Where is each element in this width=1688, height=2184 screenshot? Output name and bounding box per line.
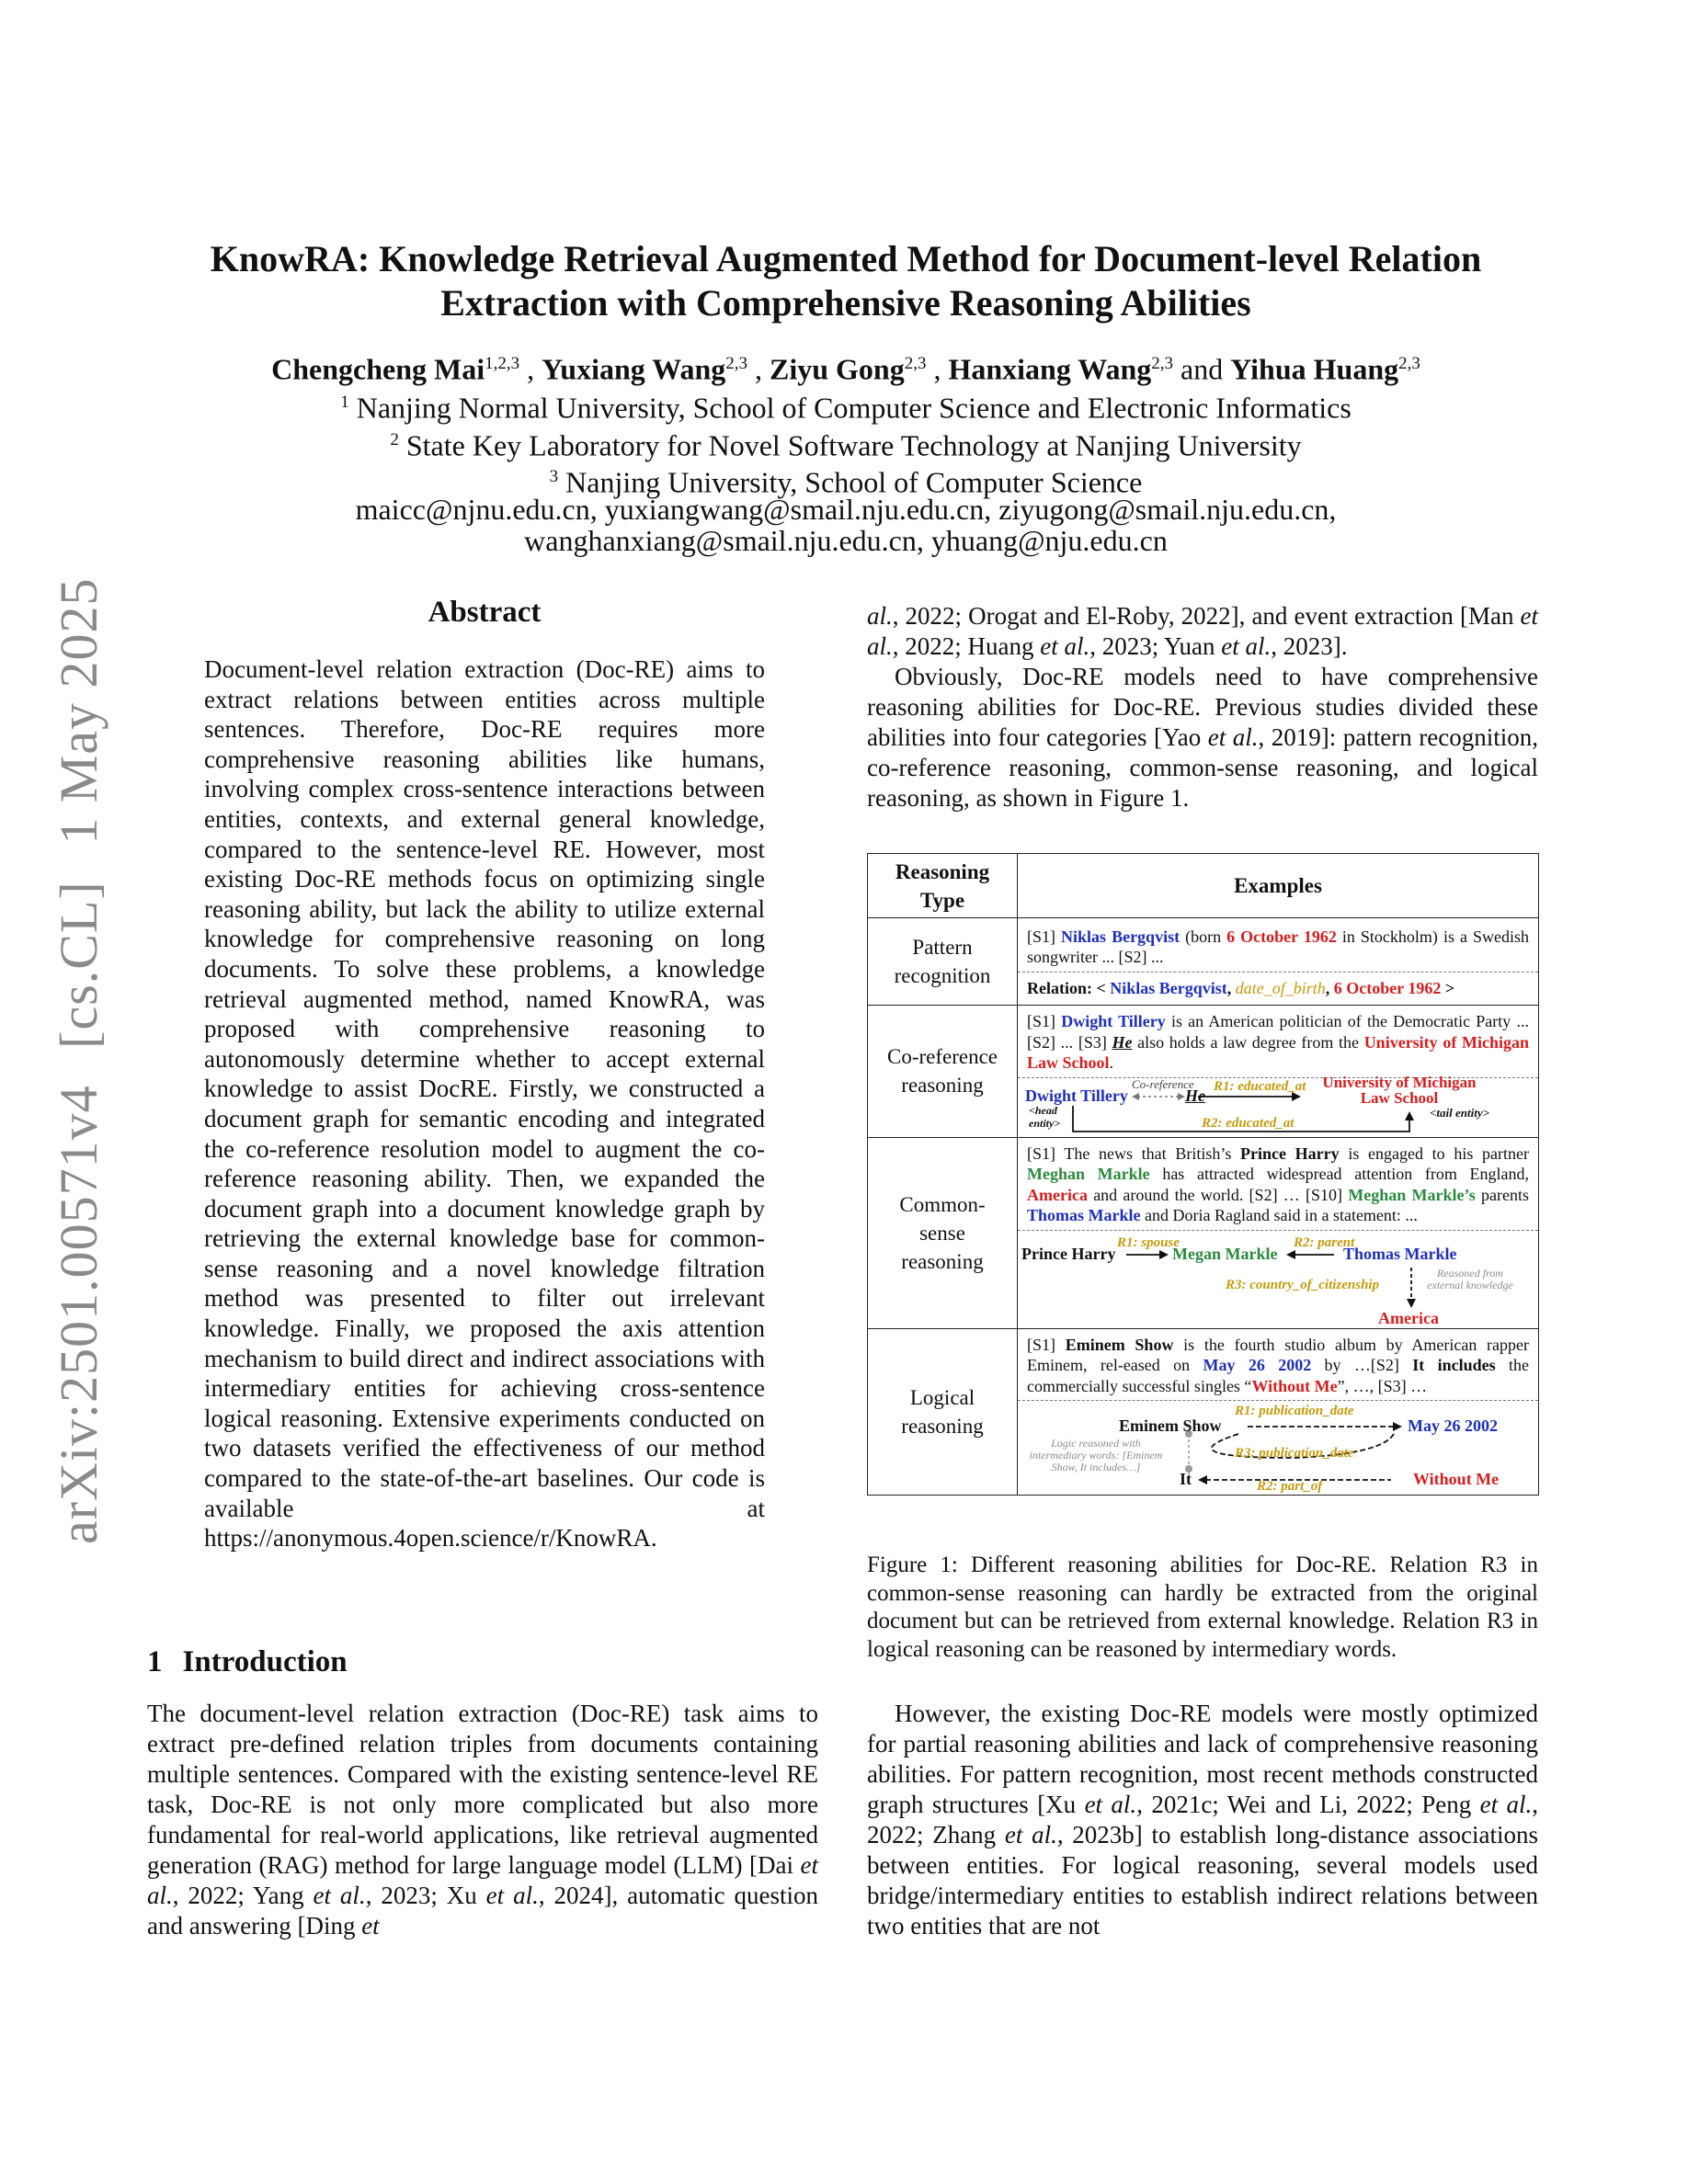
example-cell <box>1018 1006 1539 1138</box>
text-run: , 2023b] to establish long-distance associations between entities. For logical reasoning, several models used bridge/intermediary entities to establish indirect relations between two entities that are not <box>867 1821 1538 1939</box>
type-logical-reasoning <box>868 1328 1018 1496</box>
affiliation-text: State Key Laboratory for Novel Software Technology at Nanjing University <box>405 428 1302 462</box>
text-run: , <box>1226 978 1236 997</box>
header-text: Reasoning <box>895 859 990 883</box>
diagram-r2-label: R2: educated_at <box>1202 1115 1295 1131</box>
example-cell <box>1018 1328 1539 1496</box>
author-name: Yihua Huang <box>1230 352 1399 386</box>
entity-head: Niklas Bergqvist <box>1110 978 1227 997</box>
citation-etal: et al. <box>313 1882 366 1909</box>
coreference-mention: He <box>1112 1032 1133 1052</box>
text-run: [S1] <box>1027 1335 1066 1354</box>
reasoning-table <box>867 853 1539 1496</box>
header-examples: Examples <box>1018 854 1539 918</box>
citation-etal: et al. <box>1221 632 1272 660</box>
diagram-note-line: Show, It includes…] <box>1051 1461 1141 1473</box>
type-text: Co-reference <box>886 1045 998 1069</box>
diagram-head-tag-line: <head <box>1029 1103 1057 1117</box>
table-row <box>868 918 1539 1006</box>
diagram-head-entity: Dwight Tillery <box>1025 1086 1128 1105</box>
paper-title <box>110 237 1581 325</box>
text-run: and around the world. [S2] … [S10] <box>1087 1185 1349 1204</box>
text-run: , 2023; Yuan <box>1089 632 1222 660</box>
diagram-r1-label: R1: spouse <box>1117 1234 1180 1250</box>
abstract-body: Document-level relation extraction (Doc-RE) aims to extract relations between entities across multiple sentences. Therefore, Doc-RE requires more comprehensive reasoning abilities like humans, involving complex cross-sentence interactions between entities, contexts, and external general knowledge, compared to the sentence-level RE. However, most existing Doc-RE methods focus on optimizing single reasoning ability, but lack the ability to utilize external knowledge for comprehensive reasoning on long documents. To solve these problems, a knowledge retrieval augmented method, named KnowRA, was proposed with comprehensive reasoning to autonomously determine whether to accept external knowledge to assist DocRE. Firstly, we constructed a document graph for semantic encoding and integrated the co-reference resolution model to augment the co-reference reasoning ability. Then, we expanded the document graph into a document knowledge graph by retrieving the external knowledge base for common-sense reasoning and a novel knowledge filtration method was presented to filter out irrelevant knowledge. Finally, we proposed the axis attention mechanism to build direct and indirect associations with intermediary entities for achieving cross-sentence logical reasoning. Extensive experiments conducted on two datasets verified the effectiveness of our method compared to the state-of-the-art baselines. Our code is available at https://anonymous.4open.science/r/KnowRA. <box>204 655 765 1553</box>
citation-etal: et al. <box>1084 1791 1137 1818</box>
text-run: ”, …, [S3] … <box>1337 1376 1428 1395</box>
entity-date: May 26 2002 <box>1203 1356 1312 1374</box>
table-row <box>868 1328 1539 1496</box>
text-run: and Doria Ragland said in a statement: ... <box>1140 1206 1418 1224</box>
text-run: in Stockholm) is a Swedish songwriter ... [S2] ... <box>1027 927 1530 967</box>
type-coreference-reasoning <box>868 1006 1018 1138</box>
type-text: reasoning <box>901 1074 984 1098</box>
diagram-external-note <box>1415 1268 1525 1291</box>
arxiv-category: [cs.CL] <box>49 881 108 1049</box>
figure-1 <box>867 853 1539 1522</box>
entity-head: Dwight Tillery <box>1061 1012 1166 1030</box>
type-text: recognition <box>894 964 991 987</box>
author-sep: , <box>519 352 542 386</box>
text-run: [S1] The news that British’s <box>1027 1143 1241 1163</box>
text-run: the commercially successful singles “ <box>1027 1356 1529 1395</box>
text-run: , 2022; Huang <box>892 632 1041 660</box>
diagram-note-line: intermediary words: [Eminem <box>1029 1449 1163 1462</box>
text-run: , 2023; Xu <box>365 1882 486 1909</box>
diagram-may: May 26 2002 <box>1408 1416 1498 1435</box>
diagram-r1-label: R1: publication_date <box>1235 1404 1354 1418</box>
table-header-row <box>868 854 1539 918</box>
text-run: (born <box>1180 927 1227 946</box>
entity-without-me: Without Me <box>1251 1376 1338 1395</box>
type-text: Logical <box>909 1385 975 1409</box>
author-name: Yuxiang Wang <box>542 352 726 386</box>
citation-etal: et al. <box>147 1851 818 1909</box>
diagram-coref-label: Co-reference <box>1132 1076 1194 1091</box>
entity-meghan: Meghan Markle <box>1027 1165 1150 1183</box>
citation-etal: et al. <box>1207 723 1259 751</box>
figure-caption: Figure 1: Different reasoning abilities for Doc-RE. Relation R3 in common-sense reasoning can hardly be extracted from the original document but can be retrieved from external knowledge. Relation R3 in logical reasoning can be reasoned by intermediary words. <box>867 1553 1538 1662</box>
type-text: Pattern <box>912 936 973 959</box>
email-line: wanghanxiang@smail.nju.edu.cn, yhuang@nju.edu.cn <box>524 524 1168 557</box>
type-common-sense-reasoning <box>868 1137 1018 1328</box>
text-run: > <box>1441 978 1455 997</box>
entity-harry: Prince Harry <box>1240 1143 1340 1163</box>
diagram-r3-label: R3: country_of_citizenship <box>1226 1277 1380 1292</box>
entity-tail: 6 October 1962 <box>1226 927 1337 946</box>
citation-etal: et al. <box>1479 1791 1533 1818</box>
citation-etal: et al. <box>1004 1821 1057 1848</box>
example-cell <box>1018 918 1539 1006</box>
example-text <box>1018 1329 1538 1401</box>
diagram-harry: Prince Harry <box>1021 1244 1116 1263</box>
text-run: is engaged to his partner <box>1339 1143 1529 1163</box>
text-run: also holds a law degree from the <box>1132 1032 1364 1052</box>
diagram-note-line: external knowledge <box>1427 1278 1513 1291</box>
affiliation <box>110 384 1581 427</box>
author-affil: 1,2,3 <box>485 354 520 373</box>
entity-thomas: Thomas Markle <box>1027 1206 1141 1224</box>
text-run: is the fourth studio album by American rapper Eminem, rel-eased on <box>1027 1335 1530 1374</box>
text-run: [S1] <box>1027 1012 1062 1030</box>
section-heading <box>147 1645 348 1679</box>
diagram-tail-tag: <tail entity> <box>1430 1105 1490 1120</box>
coref-diagram <box>1018 1073 1538 1137</box>
affiliation-text: Nanjing University, School of Computer Science <box>565 465 1143 499</box>
text-run: by …[S2] <box>1311 1356 1413 1374</box>
author-affil: 2,3 <box>725 354 747 373</box>
commonsense-diagram <box>1018 1230 1538 1328</box>
text-run: parents <box>1475 1185 1530 1204</box>
example-text <box>1018 1006 1538 1077</box>
title-line-2: Extraction with Comprehensive Reasoning Abilities <box>440 282 1251 324</box>
citation-etal: et al. <box>485 1882 539 1909</box>
table-row <box>868 1137 1539 1328</box>
diagram-it: It <box>1180 1470 1192 1488</box>
diagram-tail-entity-line: University of Michigan <box>1322 1073 1477 1091</box>
entity-tail: University of Michigan Law School <box>1027 1032 1529 1072</box>
text-run: [S1] <box>1027 927 1062 946</box>
diagram-thomas: Thomas Markle <box>1343 1244 1457 1263</box>
diagram-tail-entity <box>1307 1075 1491 1106</box>
header-reasoning-type <box>868 854 1018 918</box>
author-affil: 2,3 <box>904 354 927 373</box>
text-run: However, the existing Doc-RE models were mostly optimized for partial reasoning abilities and lack of comprehensive reasoning abilities. For pattern recognition, most recent methods constructed graph structures [Xu <box>867 1700 1538 1818</box>
text-run: , 2019]: pattern recognition, co-reference reasoning, common-sense reasoning, and logical reasoning, as shown in Figure 1. <box>867 723 1538 812</box>
text-run: , 2023]. <box>1271 632 1348 660</box>
paragraph <box>867 1699 1538 1941</box>
paragraph <box>867 601 1538 662</box>
arxiv-sidebar-stamp <box>48 552 109 1544</box>
diagram-america: America <box>1378 1308 1439 1327</box>
right-column-top <box>867 601 1538 813</box>
diagram-without-me: Without Me <box>1413 1470 1500 1488</box>
diagram-note-line: Reasoned from <box>1437 1266 1503 1280</box>
diagram-eminem-show: Eminem Show <box>1119 1416 1222 1435</box>
affiliation-num: 3 <box>549 467 559 486</box>
type-text: reasoning <box>901 1414 984 1438</box>
email-line: maicc@njnu.edu.cn, yuxiangwang@smail.nju.edu.cn, ziyugong@smail.nju.edu.cn, <box>355 493 1337 526</box>
diagram-r1-label: R1: educated_at <box>1214 1078 1306 1094</box>
arxiv-id: arXiv:2501.00571v4 <box>49 1085 108 1544</box>
author-sep: , <box>747 352 770 386</box>
text-run: , 2021c; Wei and Li, 2022; Peng <box>1136 1791 1480 1818</box>
section-number: 1 <box>147 1645 163 1678</box>
author-name: Chengcheng Mai <box>271 352 485 386</box>
section-title: Introduction <box>182 1645 348 1678</box>
right-column-bottom <box>867 1699 1538 1941</box>
author-list <box>110 346 1581 388</box>
title-line-1: KnowRA: Knowledge Retrieval Augmented Method for Document-level Relation <box>210 238 1482 279</box>
table-row <box>868 1006 1539 1138</box>
entity-it-includes: It includes <box>1412 1356 1496 1374</box>
entity-meghan: Meghan Markle’s <box>1348 1185 1476 1204</box>
type-text: reasoning <box>901 1249 984 1273</box>
entity-america: America <box>1027 1185 1088 1204</box>
logical-diagram <box>1018 1400 1538 1495</box>
entity-head: Niklas Bergqvist <box>1061 927 1180 946</box>
entity-tail: 6 October 1962 <box>1333 978 1442 997</box>
diagram-head-tag <box>1029 1104 1060 1130</box>
intro-paragraph <box>147 1699 818 1941</box>
diagram-logic-note <box>1018 1438 1174 1473</box>
example-text <box>1018 921 1538 972</box>
diagram-r3-label: R3: publication_date <box>1235 1446 1354 1461</box>
text-run: Relation: < <box>1027 978 1111 997</box>
header-text: Type <box>919 888 965 912</box>
affiliation-num: 2 <box>390 430 399 449</box>
citation-etal: et al. <box>1040 632 1090 660</box>
text-run: , 2024], automatic question and answering [Ding <box>147 1882 818 1939</box>
text-run: Obviously, Doc-RE models need to have comprehensive reasoning abilities for Doc-RE. Previous studies divided these abilities into four categories [Yao <box>867 663 1538 751</box>
text-run: , 2022; Orogat and El-Roby, 2022], and event extraction [Man <box>892 602 1521 630</box>
author-name: Hanxiang Wang <box>948 352 1152 386</box>
example-text <box>1018 1138 1538 1230</box>
text-run: The document-level relation extraction (Doc-RE) task aims to extract pre-defined relation triples from documents containing multiple sentences. Compared with the existing sentence-level RE task, Doc-RE is not only more complicated but also more fundamental for real-world applications, like retrieval augmented generation (RAG) method for large language model (LLM) [Dai <box>147 1700 818 1879</box>
diagram-r2-label: R2: parent <box>1294 1234 1355 1250</box>
paragraph <box>867 662 1538 813</box>
abstract-heading: Abstract <box>428 596 542 629</box>
arxiv-date: 1 May 2025 <box>49 577 108 845</box>
citation-etal: al. <box>867 602 893 630</box>
author-affil: 2,3 <box>1151 354 1174 373</box>
text-run: has attracted widespread attention from England, <box>1149 1165 1530 1183</box>
relation-line <box>1018 972 1538 1003</box>
diagram-head-tag-line: entity> <box>1029 1116 1061 1130</box>
citation-etal: et <box>361 1912 380 1939</box>
example-cell <box>1018 1137 1539 1328</box>
text-run: , 2022; Zhang <box>867 1791 1538 1848</box>
text-run: , 2022; Yang <box>172 1882 314 1909</box>
affiliation-num: 1 <box>340 392 349 412</box>
author-affil: 2,3 <box>1398 354 1420 373</box>
diagram-r2-label: R2: part_of <box>1257 1479 1323 1494</box>
diagram-he: He <box>1185 1086 1205 1105</box>
author-sep: , <box>926 352 949 386</box>
affiliation <box>110 422 1581 464</box>
author-sep: and <box>1173 352 1231 386</box>
diagram-tail-entity-line: Law School <box>1360 1088 1439 1107</box>
text-run: . <box>1109 1053 1114 1072</box>
diagram-note-line: Logic reasoned with <box>1051 1437 1141 1450</box>
type-text: Common- <box>899 1192 986 1216</box>
relation-name: date_of_birth <box>1235 978 1326 997</box>
author-name: Ziyu Gong <box>769 352 905 386</box>
entity-eminem-show: Eminem Show <box>1065 1335 1174 1354</box>
citation-etal: et al. <box>867 602 1538 660</box>
affiliation-text: Nanjing Normal University, School of Computer Science and Electronic Informatics <box>356 391 1352 425</box>
text-run: , <box>1325 978 1334 997</box>
text-run: is an American politician of the Democratic Party ...[S2] ... [S3] <box>1027 1012 1530 1052</box>
type-text: sense <box>919 1221 965 1245</box>
type-pattern-recognition <box>868 918 1018 1006</box>
diagram-megan: Megan Markle <box>1172 1244 1278 1263</box>
